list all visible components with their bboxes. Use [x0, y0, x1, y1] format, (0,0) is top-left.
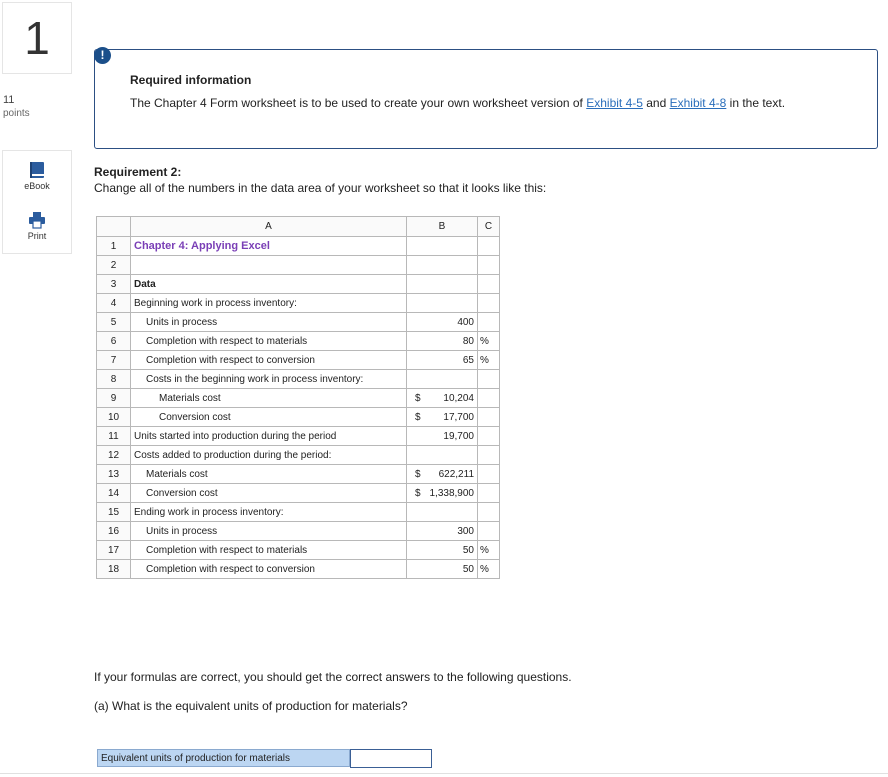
cell-c-value: % — [480, 563, 489, 575]
cell-c[interactable] — [478, 313, 500, 332]
currency-symbol: $ — [415, 392, 421, 404]
cell-c[interactable] — [478, 408, 500, 427]
spreadsheet-row — [97, 370, 500, 389]
currency-symbol: $ — [415, 487, 421, 499]
spreadsheet-row — [97, 313, 500, 332]
row-number: 15 — [97, 503, 131, 522]
cell-a[interactable] — [131, 522, 407, 541]
column-header-c: C — [478, 217, 500, 237]
cell-b[interactable] — [407, 237, 478, 256]
cell-b[interactable] — [407, 389, 478, 408]
cell-b-value: 19,700 — [443, 430, 474, 442]
points-value: 11 — [3, 94, 15, 106]
spreadsheet-row — [97, 408, 500, 427]
cell-b[interactable] — [407, 484, 478, 503]
row-number: 17 — [97, 541, 131, 560]
book-icon — [28, 161, 46, 179]
question-number-box — [2, 2, 72, 74]
cell-b-value: 50 — [462, 544, 474, 556]
cell-a[interactable] — [131, 370, 407, 389]
spreadsheet-row — [97, 484, 500, 503]
points-label: points — [3, 108, 30, 119]
cell-c[interactable] — [478, 446, 500, 465]
info-title: Required information — [130, 73, 252, 87]
exhibit-4-8-link[interactable]: Exhibit 4-8 — [669, 96, 727, 110]
cell-a[interactable] — [131, 275, 407, 294]
cell-b[interactable] — [407, 294, 478, 313]
spreadsheet-row — [97, 465, 500, 484]
row-number: 10 — [97, 408, 131, 427]
sheet-title: Chapter 4: Applying Excel — [134, 240, 270, 252]
cell-c-value: % — [480, 544, 489, 556]
cell-b-value: 400 — [457, 316, 474, 328]
cell-a-text: Units in process — [146, 525, 218, 537]
cell-a-text: Data — [134, 278, 156, 290]
exhibit-4-5-link[interactable]: Exhibit 4-5 — [586, 96, 643, 110]
cell-a-text: Materials cost — [159, 392, 221, 404]
currency-symbol: $ — [415, 468, 421, 480]
cell-b[interactable] — [407, 370, 478, 389]
cell-c[interactable] — [478, 332, 500, 351]
cell-b[interactable] — [407, 275, 478, 294]
info-text-after: in the text. — [726, 96, 786, 110]
cell-b-value: 1,338,900 — [429, 487, 474, 499]
cell-a-text: Costs in the beginning work in process inventory: — [146, 373, 364, 385]
cell-a-text: Ending work in process inventory: — [134, 506, 284, 518]
cell-a[interactable] — [131, 237, 407, 256]
cell-c[interactable] — [478, 465, 500, 484]
cell-c[interactable] — [478, 484, 500, 503]
cell-c[interactable] — [478, 237, 500, 256]
tools-panel — [2, 150, 72, 254]
cell-b-value: 300 — [457, 525, 474, 537]
cell-c[interactable] — [478, 351, 500, 370]
cell-a-text: Conversion cost — [159, 411, 231, 423]
cell-b[interactable] — [407, 522, 478, 541]
cell-b[interactable] — [407, 351, 478, 370]
requirement-title: Requirement 2: — [94, 165, 182, 179]
cell-c[interactable] — [478, 275, 500, 294]
row-number: 7 — [97, 351, 131, 370]
cell-c[interactable] — [478, 560, 500, 579]
spreadsheet-row — [97, 427, 500, 446]
answer-label: Equivalent units of production for materials — [97, 749, 350, 767]
cell-c[interactable] — [478, 256, 500, 275]
spreadsheet — [96, 216, 500, 579]
cell-a[interactable] — [131, 541, 407, 560]
cell-c-value: % — [480, 354, 489, 366]
alert-icon: ! — [94, 47, 111, 64]
cell-a[interactable] — [131, 313, 407, 332]
cell-a[interactable] — [131, 446, 407, 465]
cell-b[interactable] — [407, 313, 478, 332]
row-number: 1 — [97, 237, 131, 256]
cell-c[interactable] — [478, 294, 500, 313]
cell-b[interactable] — [407, 446, 478, 465]
spreadsheet-row — [97, 541, 500, 560]
row-number: 9 — [97, 389, 131, 408]
cell-a[interactable] — [131, 256, 407, 275]
row-number: 12 — [97, 446, 131, 465]
cell-a[interactable] — [131, 294, 407, 313]
spreadsheet-row — [97, 275, 500, 294]
question-a: (a) What is the equivalent units of production for materials? — [94, 699, 408, 713]
spreadsheet-row — [97, 332, 500, 351]
cell-a[interactable] — [131, 408, 407, 427]
row-number: 6 — [97, 332, 131, 351]
spreadsheet-row — [97, 389, 500, 408]
info-text-middle: and — [642, 96, 670, 110]
spreadsheet-body — [97, 237, 500, 579]
spreadsheet-table — [96, 216, 500, 579]
cell-a-text: Costs added to production during the period: — [134, 449, 332, 461]
cell-b-value: 80 — [462, 335, 474, 347]
cell-a[interactable] — [131, 427, 407, 446]
cell-a-text: Materials cost — [146, 468, 208, 480]
info-text-before: The Chapter 4 Form worksheet is to be used to create your own worksheet version of — [130, 96, 587, 110]
spreadsheet-row — [97, 294, 500, 313]
info-text — [130, 96, 840, 111]
cell-b-value: 10,204 — [443, 392, 474, 404]
row-number: 2 — [97, 256, 131, 275]
ebook-label: eBook — [24, 181, 50, 191]
spreadsheet-row — [97, 560, 500, 579]
cell-a[interactable] — [131, 503, 407, 522]
row-number: 18 — [97, 560, 131, 579]
print-label: Print — [27, 231, 47, 241]
page-divider — [0, 773, 888, 774]
cell-a-text: Conversion cost — [146, 487, 218, 499]
cell-a[interactable] — [131, 351, 407, 370]
corner-cell — [97, 217, 131, 237]
column-header-row — [97, 217, 500, 237]
row-number: 14 — [97, 484, 131, 503]
cell-c-value: % — [480, 335, 489, 347]
cell-b-value: 622,211 — [438, 468, 474, 480]
cell-a-text: Completion with respect to materials — [146, 335, 308, 347]
points-display — [3, 94, 63, 119]
cell-a-text: Units in process — [146, 316, 218, 328]
column-header-a: A — [131, 217, 407, 237]
spreadsheet-row — [97, 351, 500, 370]
questions-intro: If your formulas are correct, you should get the correct answers to the following questions. — [94, 670, 572, 684]
spreadsheet-row — [97, 256, 500, 275]
equivalent-units-materials-input[interactable] — [350, 749, 432, 768]
cell-a[interactable] — [131, 389, 407, 408]
cell-c[interactable] — [478, 541, 500, 560]
cell-c[interactable] — [478, 389, 500, 408]
cell-c[interactable] — [478, 370, 500, 389]
row-number: 4 — [97, 294, 131, 313]
cell-a-text: Completion with respect to conversion — [146, 354, 315, 366]
cell-b[interactable] — [407, 560, 478, 579]
cell-b[interactable] — [407, 465, 478, 484]
cell-b[interactable] — [407, 408, 478, 427]
row-number: 13 — [97, 465, 131, 484]
row-number: 8 — [97, 370, 131, 389]
cell-a[interactable] — [131, 560, 407, 579]
ebook-button[interactable] — [3, 161, 71, 191]
cell-b[interactable] — [407, 541, 478, 560]
cell-c[interactable] — [478, 427, 500, 446]
cell-a-text: Completion with respect to materials — [146, 544, 308, 556]
cell-b[interactable] — [407, 256, 478, 275]
cell-a-text: Beginning work in process inventory: — [134, 297, 297, 309]
cell-b[interactable] — [407, 503, 478, 522]
cell-b-value: 17,700 — [443, 411, 474, 423]
requirement-text: Change all of the numbers in the data area of your worksheet so that it looks like this: — [94, 181, 547, 195]
spreadsheet-row — [97, 522, 500, 541]
currency-symbol: $ — [415, 411, 421, 423]
cell-b[interactable] — [407, 332, 478, 351]
spreadsheet-row — [97, 237, 500, 256]
row-number: 3 — [97, 275, 131, 294]
print-button[interactable] — [3, 211, 71, 241]
row-number: 16 — [97, 522, 131, 541]
cell-a-text: Completion with respect to conversion — [146, 563, 315, 575]
row-number: 11 — [97, 427, 131, 446]
printer-icon — [28, 211, 46, 229]
column-header-b: B — [407, 217, 478, 237]
row-number: 5 — [97, 313, 131, 332]
cell-a[interactable] — [131, 465, 407, 484]
cell-b-value: 65 — [462, 354, 474, 366]
cell-a[interactable] — [131, 484, 407, 503]
cell-a[interactable] — [131, 332, 407, 351]
cell-a-text: Units started into production during the period — [134, 430, 337, 442]
spreadsheet-row — [97, 503, 500, 522]
cell-b-value: 50 — [462, 563, 474, 575]
cell-c[interactable] — [478, 503, 500, 522]
cell-c[interactable] — [478, 522, 500, 541]
question-number: 1 — [24, 12, 50, 64]
spreadsheet-row — [97, 446, 500, 465]
cell-b[interactable] — [407, 427, 478, 446]
